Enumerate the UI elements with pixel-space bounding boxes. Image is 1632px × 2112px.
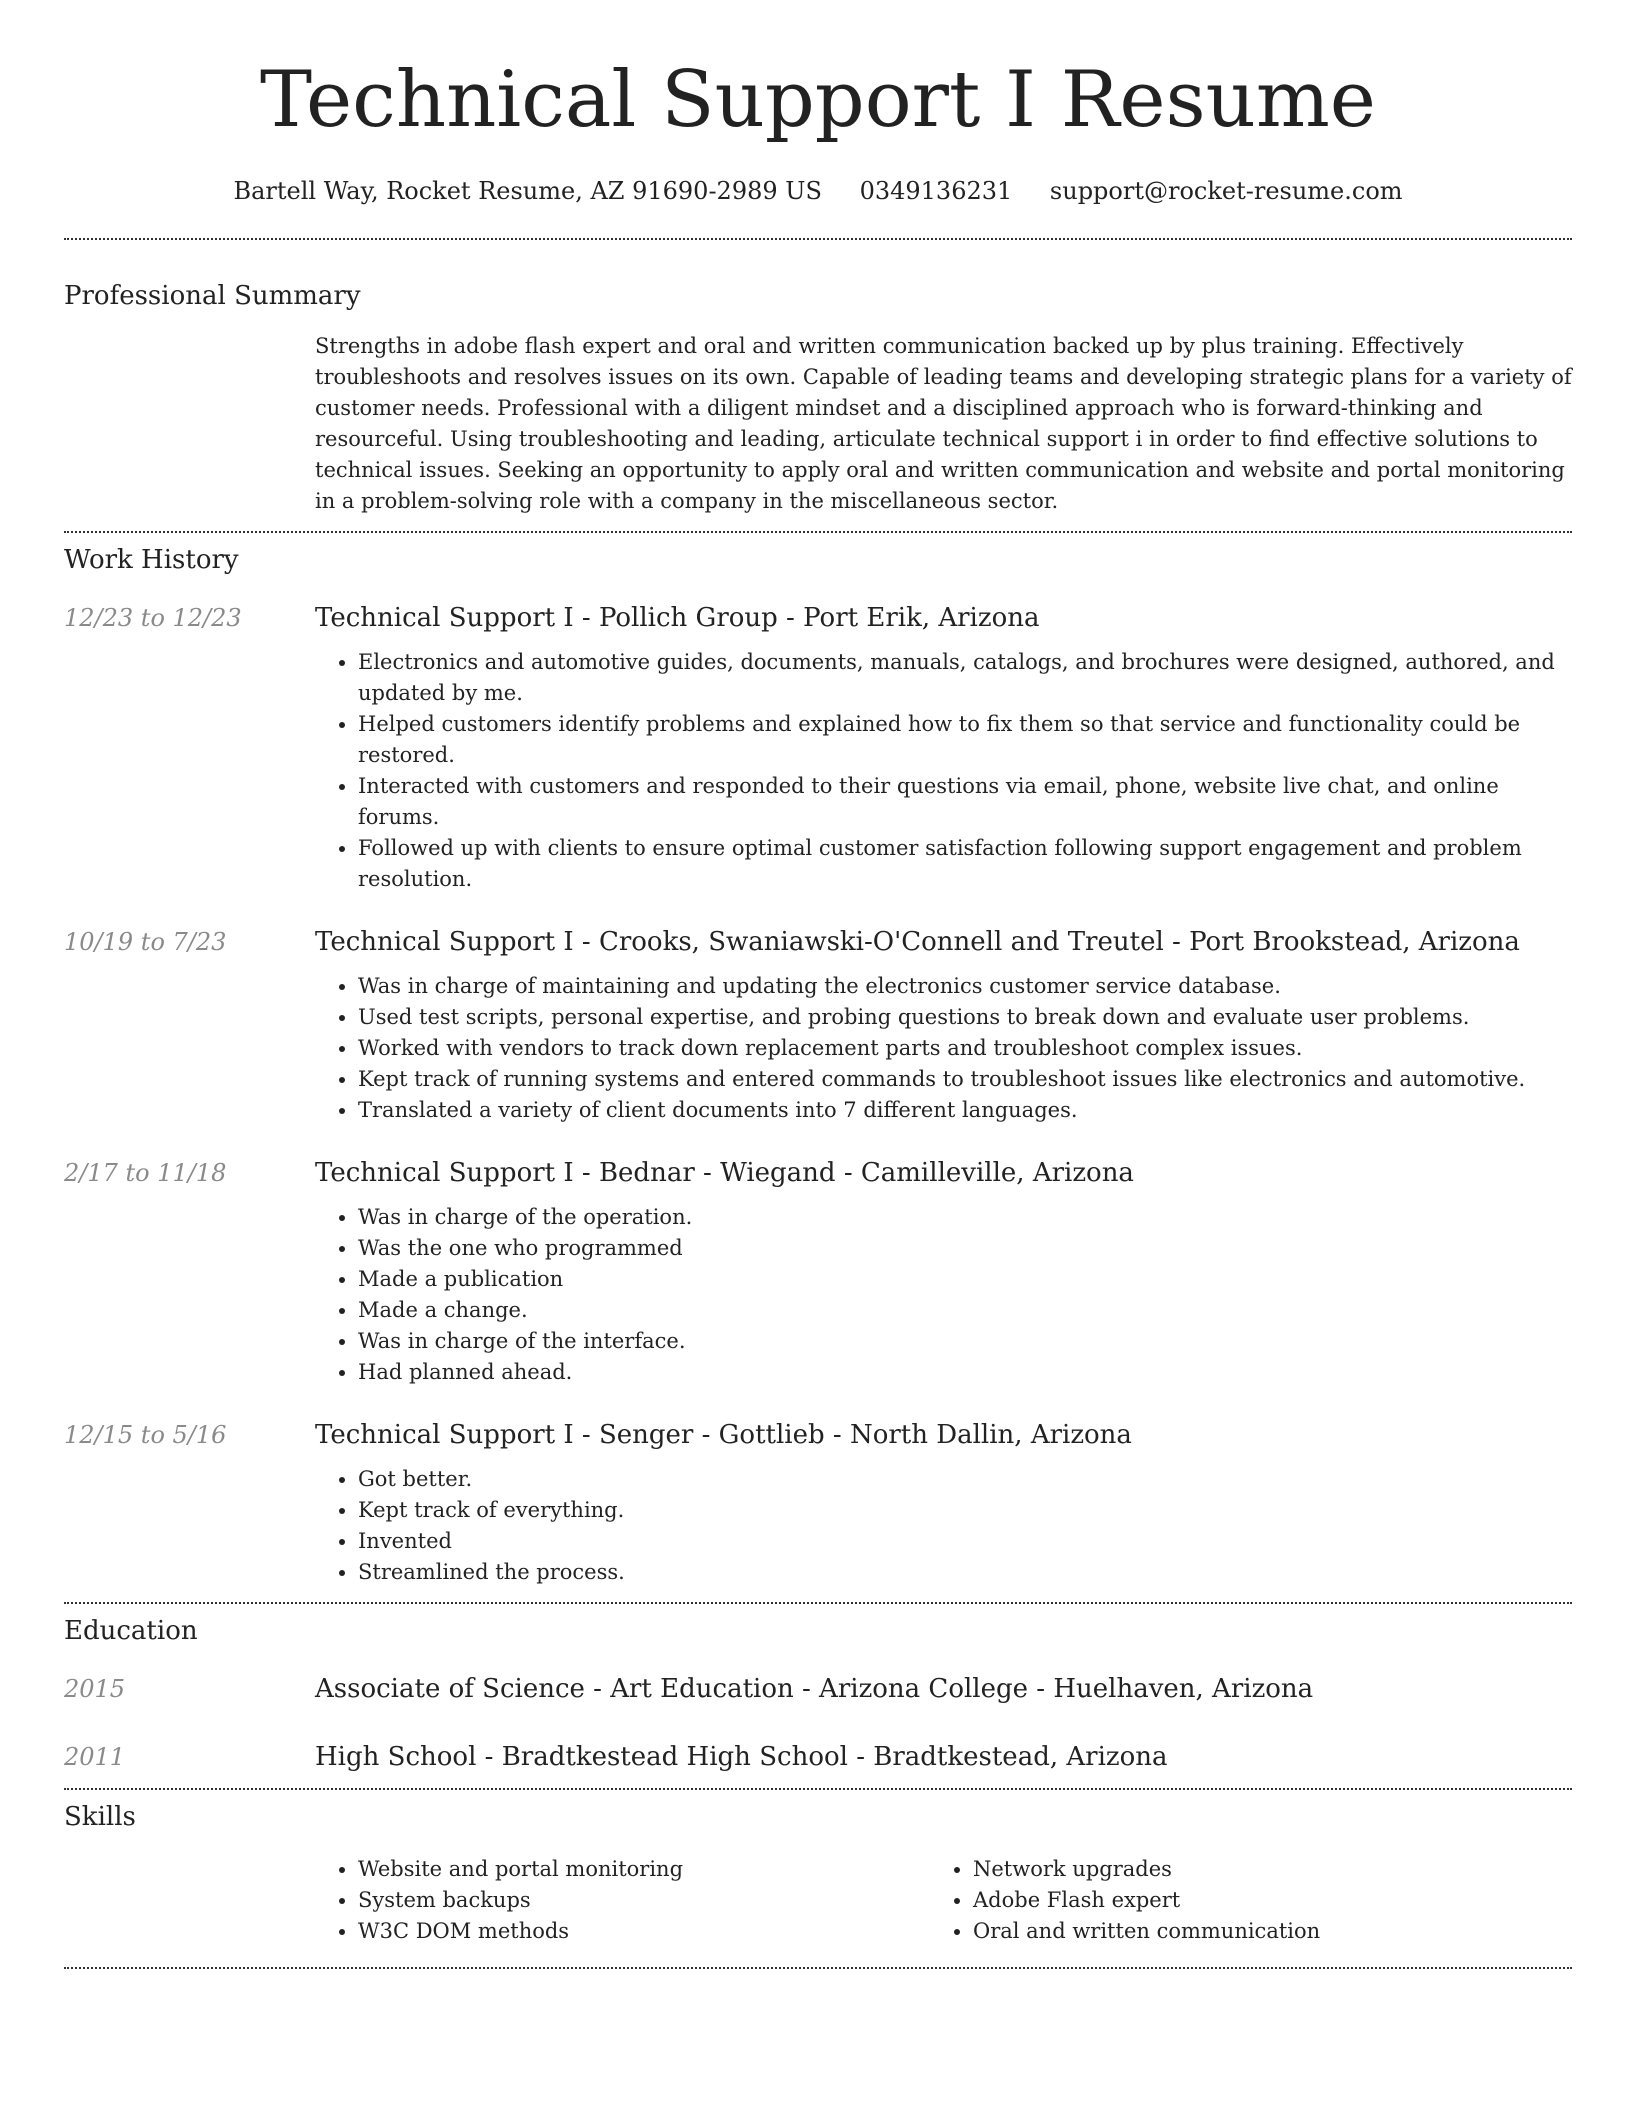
job-title: Technical Support I - Pollich Group - Port Erik, Arizona — [315, 603, 1040, 633]
job-bullet: • Worked with vendors to track down replacement parts and troubleshoot complex issues. — [358, 1033, 1572, 1064]
job-bullet: • Translated a variety of client documents into 7 different languages. — [358, 1095, 1572, 1126]
job-bullet: • Invented — [358, 1526, 1572, 1557]
job-bullets — [315, 1464, 1572, 1588]
skill-item: • W3C DOM methods — [358, 1916, 930, 1947]
section-divider — [64, 238, 1572, 240]
skill-item: • Network upgrades — [973, 1854, 1545, 1885]
section-divider — [64, 1602, 1572, 1604]
job-bullet: • Was in charge of the operation. — [358, 1202, 1572, 1233]
skills-list — [315, 1854, 1572, 1947]
job-bullet: • Was in charge of the interface. — [358, 1326, 1572, 1357]
section-divider — [64, 531, 1572, 533]
job-bullet: • Helped customers identify problems and explained how to fix them so that service and functionality could be restored. — [358, 709, 1572, 771]
job-bullet: • Used test scripts, personal expertise, and probing questions to break down and evaluate user problems. — [358, 1002, 1572, 1033]
job-bullet: • Kept track of everything. — [358, 1495, 1572, 1526]
job-bullet: • Electronics and automotive guides, documents, manuals, catalogs, and brochures were designed, authored, and updated by me. — [358, 647, 1572, 709]
contact-address: Bartell Way, Rocket Resume, AZ 91690-2989 US — [233, 177, 822, 205]
job-bullet: • Got better. — [358, 1464, 1572, 1495]
job-entry — [64, 925, 1572, 1126]
job-dates: 12/15 to 5/16 — [64, 1421, 227, 1449]
skills-heading: Skills — [64, 1802, 136, 1832]
education-entry — [64, 1672, 1572, 1706]
contact-email[interactable]: support@rocket-resume.com — [1049, 177, 1403, 205]
job-bullets — [315, 647, 1572, 895]
job-title: Technical Support I - Senger - Gottlieb - North Dallin, Arizona — [315, 1420, 1132, 1450]
work-history-heading: Work History — [64, 545, 239, 575]
job-bullet: • Was the one who programmed — [358, 1233, 1572, 1264]
job-title: Technical Support I - Crooks, Swaniawski-O'Connell and Treutel - Port Brookstead, Arizona — [315, 927, 1520, 957]
job-bullet: • Made a publication — [358, 1264, 1572, 1295]
job-bullet: • Streamlined the process. — [358, 1557, 1572, 1588]
education-degree: High School - Bradtkestead High School - Bradtkestead, Arizona — [315, 1742, 1168, 1772]
section-divider — [64, 1967, 1572, 1969]
resume-page — [64, 0, 1572, 1969]
job-bullets — [315, 1202, 1572, 1388]
job-title: Technical Support I - Bednar - Wiegand - Camilleville, Arizona — [315, 1158, 1134, 1188]
skills-column-left — [315, 1854, 930, 1947]
work-history-section — [64, 543, 1572, 1588]
skill-item: • Oral and written communication — [973, 1916, 1545, 1947]
education-year: 2011 — [64, 1743, 126, 1771]
education-degree: Associate of Science - Art Education - Arizona College - Huelhaven, Arizona — [315, 1674, 1314, 1704]
job-bullet: • Followed up with clients to ensure optimal customer satisfaction following support engagement and problem resolution. — [358, 833, 1572, 895]
job-entry — [64, 1418, 1572, 1588]
job-dates: 10/19 to 7/23 — [64, 928, 227, 956]
section-divider — [64, 1788, 1572, 1790]
job-bullet: • Made a change. — [358, 1295, 1572, 1326]
resume-title: Technical Support I Resume — [260, 55, 1376, 145]
job-dates: 2/17 to 11/18 — [64, 1159, 227, 1187]
job-bullet: • Kept track of running systems and entered commands to troubleshoot issues like electronics and automotive. — [358, 1064, 1572, 1095]
job-entry — [64, 1156, 1572, 1388]
skills-column-right — [930, 1854, 1545, 1947]
job-bullets — [315, 971, 1572, 1126]
education-heading: Education — [64, 1616, 198, 1646]
job-entry — [64, 601, 1572, 895]
education-year: 2015 — [64, 1675, 126, 1703]
education-section — [64, 1614, 1572, 1774]
summary-section — [64, 279, 1572, 517]
job-dates: 12/23 to 12/23 — [64, 604, 242, 632]
summary-text: Strengths in adobe flash expert and oral and written communication backed up by plus training. Effectively troubleshoots and resolves issues on its own. Capable of leading teams and developing strategic plans for a variety of customer needs. Professional with a diligent mindset and a disciplined approach who is forward-thinking and resourceful. Using troubleshooting and leading, articulate technical support i in order to find effective solutions to technical issues. Seeking an opportunity to apply oral and written communication and website and portal monitoring in a problem-solving role with a company in the miscellaneous sector. — [315, 334, 1572, 513]
contact-phone: 0349136231 — [859, 177, 1013, 205]
education-entry — [64, 1740, 1572, 1774]
skills-section — [64, 1800, 1572, 1947]
job-bullet: • Had planned ahead. — [358, 1357, 1572, 1388]
job-bullet: • Interacted with customers and responded to their questions via email, phone, website live chat, and online forums. — [358, 771, 1572, 833]
job-bullet: • Was in charge of maintaining and updating the electronics customer service database. — [358, 971, 1572, 1002]
summary-heading: Professional Summary — [64, 281, 361, 311]
skill-item: • System backups — [358, 1885, 930, 1916]
skill-item: • Website and portal monitoring — [358, 1854, 930, 1885]
contact-line — [64, 176, 1572, 206]
skill-item: • Adobe Flash expert — [973, 1885, 1545, 1916]
